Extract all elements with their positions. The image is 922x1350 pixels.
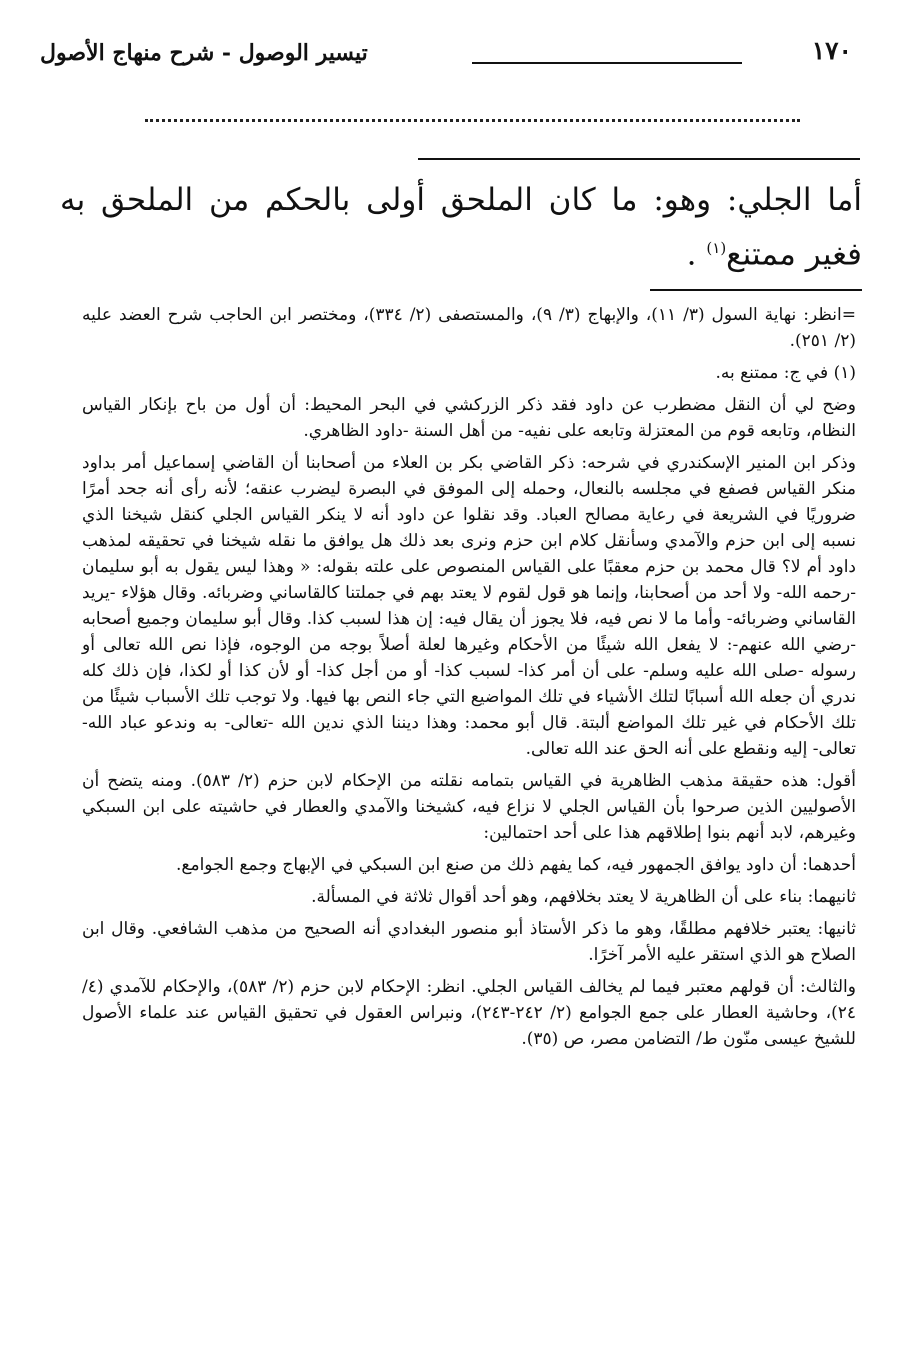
footnotes bbox=[82, 302, 856, 1058]
footnote-1: (١) في ج: ممتنع به. bbox=[715, 363, 856, 383]
footnote-paragraph: أقول: هذه حقيقة مذهب الظاهرية في القياس بتمامه نقلته من الإحكام لابن حزم (٢/ ٥٨٣). ومنه يتضح أن الأصوليين الذين صرحوا بأن القياس الجلي لا نزاع فيه، كشيخنا والآمدي والعطار في حاشيته على ابن السبكي وغيرهم، لابد أنهم بنوا إطلاقهم هذا على أحد احتمالين: bbox=[82, 771, 857, 843]
page-number: ١٧٠ bbox=[811, 36, 852, 65]
dotted-separator bbox=[145, 119, 800, 122]
footnote-paragraph: وذكر ابن المنير الإسكندري في شرحه: ذكر القاضي بكر بن العلاء من أصحابنا أن القاضي إسماعيل أمر بداود منكر القياس فصفع في مجلسه بالنعال، وحمله إلى الموفق في البصرة ليضرب عنقه؛ لأنه رأى أنه جحد أمرًا ضروريًا في الشريعة في رعاية مصالح العباد. وقد نقلوا عن داود أنه لا ينكر القياس الجلي كنقل شيخنا الذي نسبه إلى ابن حزم والآمدي وسأنقل كلام ابن حزم ونرى بعد ذلك هل يوافق ما نقله شيخنا في تحقيقه لمذهب داود أم لا؟ قال محمد بن حزم معقبًا على القياس المنصوص على علته بقوله: « وهذا ليس يقول به أبو سليمان -رحمه الله- ولا أحد من أصحابنا، وإنما هو قول لقوم لا يعتد بهم في جملتنا كالقاساني وضربائه. وقال هؤلاء -يريد القاساني وضربائه- وأما ما لا نص فيه، فلا يجوز أن يقال فيه: إن هذا لسبب كذا. وقال أبو سليمان وجميع أصحابه -رضي الله عنهم-: لا يفعل الله شيئًا من الأحكام وغيرها لعلة أصلاً بوجه من الوجوه، فإذا نص الله تعالى أو رسوله -صلى الله عليه وسلم- على أن أمر كذا- لسبب كذا- أو من أجل كذا- أو لأن كذا أو لكذا، فإن ذلك كله ندري أن جعله الله أسبابًا لتلك الأشياء في تلك المواضيع التي جاء النص بها فيها. ولا توجب تلك الأسباب شيئًا من تلك الأحكام في غير تلك المواضع ألبتة. قال أبو محمد: وهذا ديننا الذي ندين الله -تعالى- به وندعو عباد الله- تعالى- إليه ونقطع على أنه الحق عند الله تعالى. bbox=[82, 453, 856, 759]
header-rule bbox=[472, 62, 742, 64]
footnote-rule bbox=[650, 289, 862, 291]
main-text-end: . bbox=[686, 236, 697, 273]
page-header bbox=[40, 36, 852, 76]
footnote-reference: (١) bbox=[706, 239, 727, 257]
section-rule bbox=[418, 158, 860, 160]
main-text-body: أما الجلي: وهو: ما كان الملحق أولى بالحكم من الملحق به فغير ممتنع bbox=[60, 182, 862, 273]
book-title: تيسير الوصول - شرح منهاج الأصول bbox=[40, 40, 368, 66]
footnote-paragraph: ثانيهما: بناء على أن الظاهرية لا يعتد بخلافهم، وهو أحد أقوال ثلاثة في المسألة. bbox=[311, 887, 856, 907]
footnote-paragraph: وضح لي أن النقل مضطرب عن داود فقد ذكر الزركشي في البحر المحيط: أن أول من باح بإنكار القياس النظام، وتابعه قوم من المعتزلة وتابعه على نفيه- من أهل السنة -داود الظاهري. bbox=[82, 395, 856, 441]
footnote-continuation: =انظر: نهاية السول (٣/ ١١)، والإبهاج (٣/ ٩)، والمستصفى (٢/ ٣٣٤)، ومختصر ابن الحاجب شرح العضد عليه (٢/ ٢٥١). bbox=[82, 305, 856, 351]
main-text bbox=[60, 176, 862, 278]
footnote-paragraph: أحدهما: أن داود يوافق الجمهور فيه، كما يفهم ذلك من صنع ابن السبكي في الإبهاج وجمع الجوامع. bbox=[176, 855, 856, 875]
footnote-paragraph: والثالث: أن قولهم معتبر فيما لم يخالف القياس الجلي. انظر: الإحكام لابن حزم (٢/ ٥٨٣)، والإحكام للآمدي (٤/ ٢٤)، وحاشية العطار على جمع الجوامع (٢/ ٢٤٢-٢٤٣)، ونبراس العقول في تحقيق القياس عند علماء الأصول للشيخ عيسى منّون ط/ التضامن مصر، ص (٣٥). bbox=[82, 977, 856, 1049]
footnote-paragraph: ثانيها: يعتبر خلافهم مطلقًا، وهو ما ذكر الأستاذ أبو منصور البغدادي أنه الصحيح من مذهب الشافعي. وقال ابن الصلاح هو الذي استقر عليه الأمر آخرًا. bbox=[82, 919, 856, 965]
